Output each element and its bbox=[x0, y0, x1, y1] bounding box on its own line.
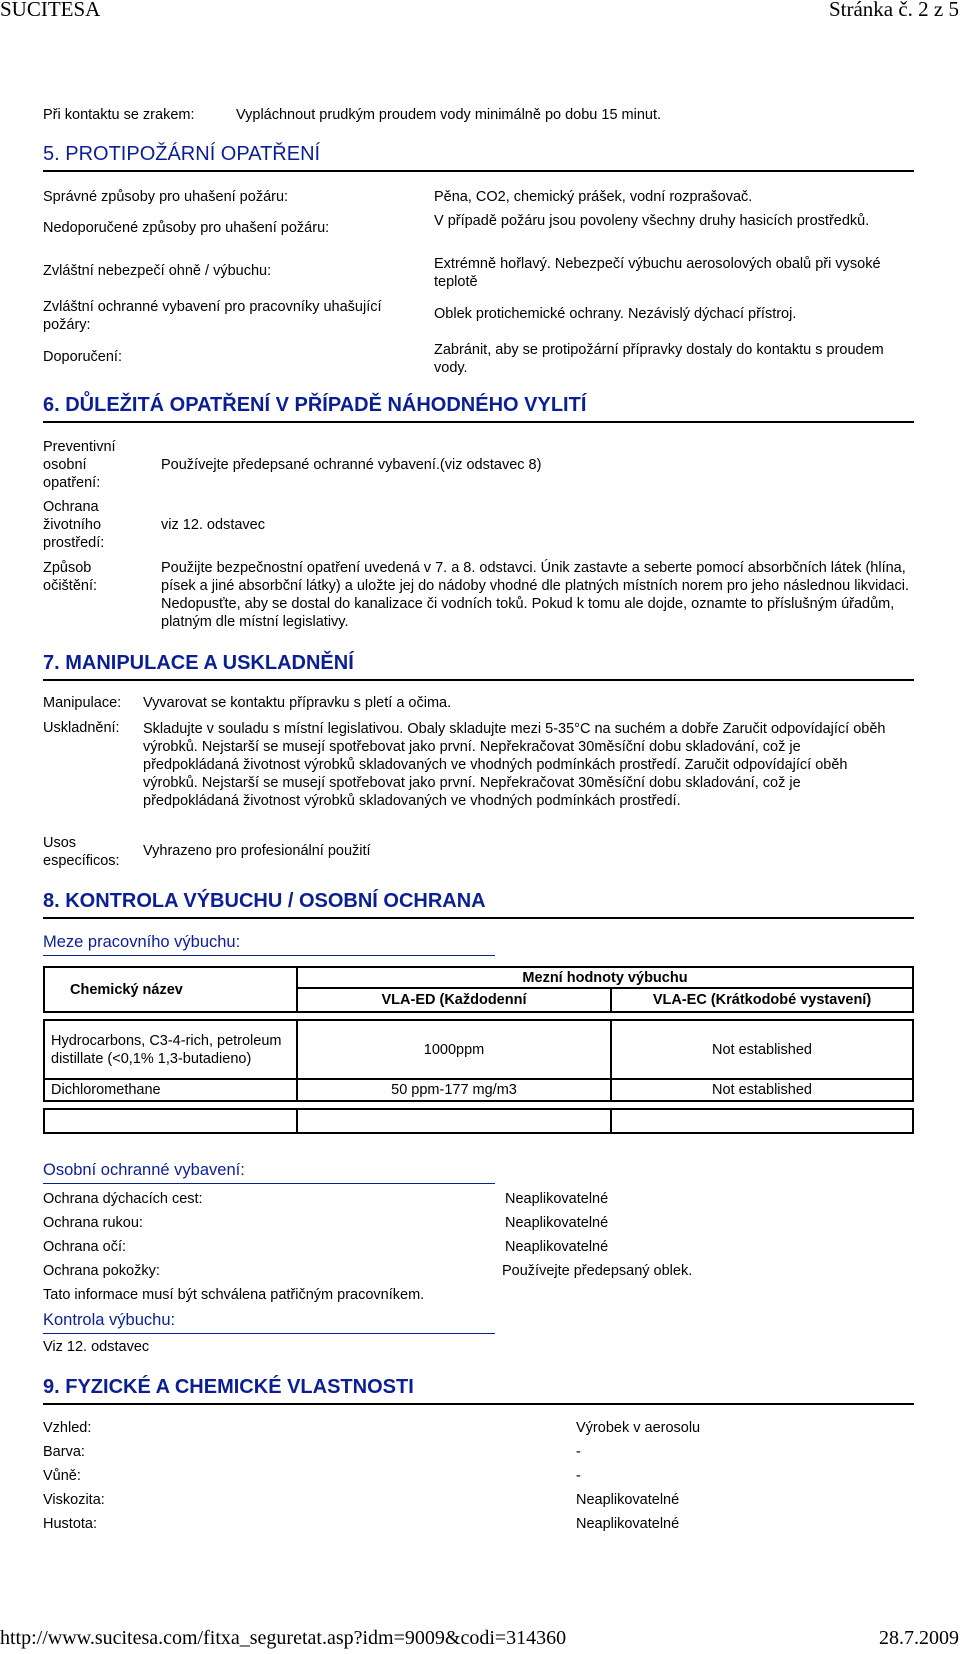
footer-url[interactable]: http://www.sucitesa.com/fitxa_seguretat.asp?idm=9009&codi=314360 bbox=[0, 1627, 567, 1649]
section9-value-5: Neaplikovatelné bbox=[576, 1516, 680, 1532]
section6-label-2: Ochrana životního prostředí: bbox=[43, 499, 105, 551]
section7-value-1: Vyvarovat se kontaktu přípravku s pletí a očima. bbox=[143, 695, 452, 711]
section5-title: 5. PROTIPOŽÁRNÍ OPATŘENÍ bbox=[43, 143, 321, 165]
cell-ec bbox=[611, 1109, 913, 1133]
cell-ec: Not established bbox=[611, 1079, 913, 1101]
col-group-limits: Mezní hodnoty výbuchu bbox=[297, 967, 913, 988]
section6-value-2: viz 12. odstavec bbox=[161, 517, 265, 533]
table-spacer bbox=[44, 1101, 297, 1109]
section6-label-3: Způsob očištění: bbox=[43, 560, 97, 594]
section6-value-1: Používejte předepsané ochranné vybavení.(viz odstavec 8) bbox=[161, 457, 542, 473]
limits-title-underline bbox=[43, 955, 495, 956]
section8-title: 8. KONTROLA VÝBUCHU / OSOBNÍ OCHRANA bbox=[43, 890, 486, 912]
section5-label-5: Doporučení: bbox=[43, 349, 122, 365]
section9-label-5: Hustota: bbox=[43, 1516, 97, 1532]
section7-label-3: Usos específicos: bbox=[43, 835, 120, 869]
cell-ed: 50 ppm-177 mg/m3 bbox=[297, 1079, 611, 1101]
table-row bbox=[44, 1109, 913, 1133]
section5-value-1: Pěna, CO2, chemický prášek, vodní rozprašovač. bbox=[434, 189, 753, 205]
section5-value-4: Oblek protichemické ochrany. Nezávislý dýchací přístroj. bbox=[434, 306, 797, 322]
table-row bbox=[44, 1079, 913, 1101]
table-spacer bbox=[44, 1012, 297, 1020]
section6-label-1: Preventivní osobní opatření: bbox=[43, 439, 116, 491]
section7-value-3: Vyhrazeno pro profesionální použití bbox=[143, 843, 371, 859]
section7-label-1: Manipulace: bbox=[43, 695, 122, 711]
section6-value-3: Použijte bezpečnostní opatření uvedená v 7. a 8. odstavci. Únik zastavte a seberte pomocí absorbčních látek (hlína, písek a jiné absorbční látky) a uložte jej do nádoby vhodné dle platných místních norem pro jeho následnou likvidaci. Nedopusťte, aby se dostal do kanalizace či vodních toků. Pokud k tomu ale dojde, oznamte to příslušným úřadům, platným dle místní legislativy. bbox=[161, 560, 909, 630]
limits-title: Meze pracovního výbuchu: bbox=[43, 933, 241, 951]
section5-label-2: Nedoporučené způsoby pro uhašení požáru: bbox=[43, 220, 330, 236]
table-spacer bbox=[297, 1012, 611, 1020]
ppe-title: Osobní ochranné vybavení: bbox=[43, 1161, 245, 1179]
control-title: Kontrola výbuchu: bbox=[43, 1311, 176, 1329]
section5-label-4: Zvláštní ochranné vybavení pro pracovníky uhašující požáry: bbox=[43, 299, 382, 333]
section9-label-3: Vůně: bbox=[43, 1468, 81, 1484]
col-vla-ec: VLA-EC (Krátkodobé vystavení) bbox=[611, 988, 913, 1012]
section7-value-2: Skladujte v souladu s místní legislativou. Obaly skladujte mezi 5-35°C na suchém a dobře Zaručit odpovídající oběh výrobků. Nejstarší se musejí spotřebovat jako první. Nepřekračovat 30měsíční dobu skladování, což je předpokládaná životnost výrobků skladovaných ve vhodných podmínkách prostředí. Zaručit odpovídající oběh výrobků. Nejstarší se musejí spotřebovat jako první. Nepřekračovat 30měsíční dobu skladování, což je předpokládaná životnost výrobků skladovaných ve vhodných podmínkách prostředí. bbox=[143, 721, 886, 809]
section5-label-1: Správné způsoby pro uhašení požáru: bbox=[43, 189, 289, 205]
ppe-value-3: Neaplikovatelné bbox=[505, 1239, 609, 1255]
contact-eyes-label: Při kontaktu se zrakem: bbox=[43, 107, 195, 123]
control-value: Viz 12. odstavec bbox=[43, 1339, 150, 1355]
col-vla-ed: VLA-ED (Každodenní bbox=[297, 988, 611, 1012]
limits-table bbox=[43, 966, 914, 1134]
section9-value-3: - bbox=[576, 1468, 581, 1484]
section8-divider bbox=[43, 917, 914, 919]
section9-value-4: Neaplikovatelné bbox=[576, 1492, 680, 1508]
ppe-value-2: Neaplikovatelné bbox=[505, 1215, 609, 1231]
col-chemical-name: Chemický název bbox=[44, 967, 297, 1012]
table-spacer bbox=[297, 1101, 611, 1109]
table-spacer bbox=[611, 1012, 913, 1020]
ppe-value-4: Používejte předepsaný oblek. bbox=[502, 1263, 693, 1279]
section5-divider bbox=[43, 170, 914, 172]
cell-ed bbox=[297, 1109, 611, 1133]
contact-eyes-value: Vypláchnout prudkým proudem vody minimálně po dobu 15 minut. bbox=[236, 107, 662, 123]
section7-divider bbox=[43, 679, 914, 681]
ppe-label-2: Ochrana rukou: bbox=[43, 1215, 143, 1231]
section6-title: 6. DŮLEŽITÁ OPATŘENÍ V PŘÍPADĚ NÁHODNÉHO VYLITÍ bbox=[43, 394, 587, 416]
ppe-title-underline bbox=[43, 1183, 495, 1184]
section9-value-2: - bbox=[576, 1444, 581, 1460]
table-spacer bbox=[611, 1101, 913, 1109]
section9-value-1: Výrobek v aerosolu bbox=[576, 1420, 701, 1436]
section9-label-2: Barva: bbox=[43, 1444, 85, 1460]
section5-value-2: V případě požáru jsou povoleny všechny druhy hasicích prostředků. bbox=[434, 213, 870, 229]
section9-label-1: Vzhled: bbox=[43, 1420, 92, 1436]
section9-title: 9. FYZICKÉ A CHEMICKÉ VLASTNOSTI bbox=[43, 1376, 414, 1398]
ppe-label-1: Ochrana dýchacích cest: bbox=[43, 1191, 203, 1207]
header-page-number: Stránka č. 2 z 5 bbox=[828, 0, 959, 21]
cell-ed: 1000ppm bbox=[297, 1020, 611, 1079]
header-company: SUCITESA bbox=[0, 0, 101, 21]
ppe-value-1: Neaplikovatelné bbox=[505, 1191, 609, 1207]
table-row bbox=[44, 1020, 913, 1079]
cell-name: Dichloromethane bbox=[44, 1079, 297, 1101]
section7-title: 7. MANIPULACE A USKLADNĚNÍ bbox=[43, 652, 354, 674]
ppe-label-3: Ochrana očí: bbox=[43, 1239, 127, 1255]
cell-name bbox=[44, 1109, 297, 1133]
ppe-label-4: Ochrana pokožky: bbox=[43, 1263, 160, 1279]
control-title-underline bbox=[43, 1333, 495, 1334]
section6-divider bbox=[43, 421, 914, 423]
section5-label-3: Zvláštní nebezpečí ohně / výbuchu: bbox=[43, 263, 272, 279]
footer-date: 28.7.2009 bbox=[879, 1627, 959, 1649]
ppe-note: Tato informace musí být schválena patřičným pracovníkem. bbox=[43, 1287, 425, 1303]
cell-name: Hydrocarbons, C3-4-rich, petroleum distillate (<0,1% 1,3-butadieno) bbox=[44, 1020, 297, 1079]
section5-value-3: Extrémně hořlavý. Nebezpečí výbuchu aerosolových obalů při vysoké teplotě bbox=[434, 256, 881, 290]
section9-divider bbox=[43, 1403, 914, 1405]
section5-value-5: Zabránit, aby se protipožární přípravky dostaly do kontaktu s proudem vody. bbox=[434, 342, 884, 376]
section9-label-4: Viskozita: bbox=[43, 1492, 105, 1508]
section7-label-2: Uskladnění: bbox=[43, 720, 120, 736]
cell-ec: Not established bbox=[611, 1020, 913, 1079]
